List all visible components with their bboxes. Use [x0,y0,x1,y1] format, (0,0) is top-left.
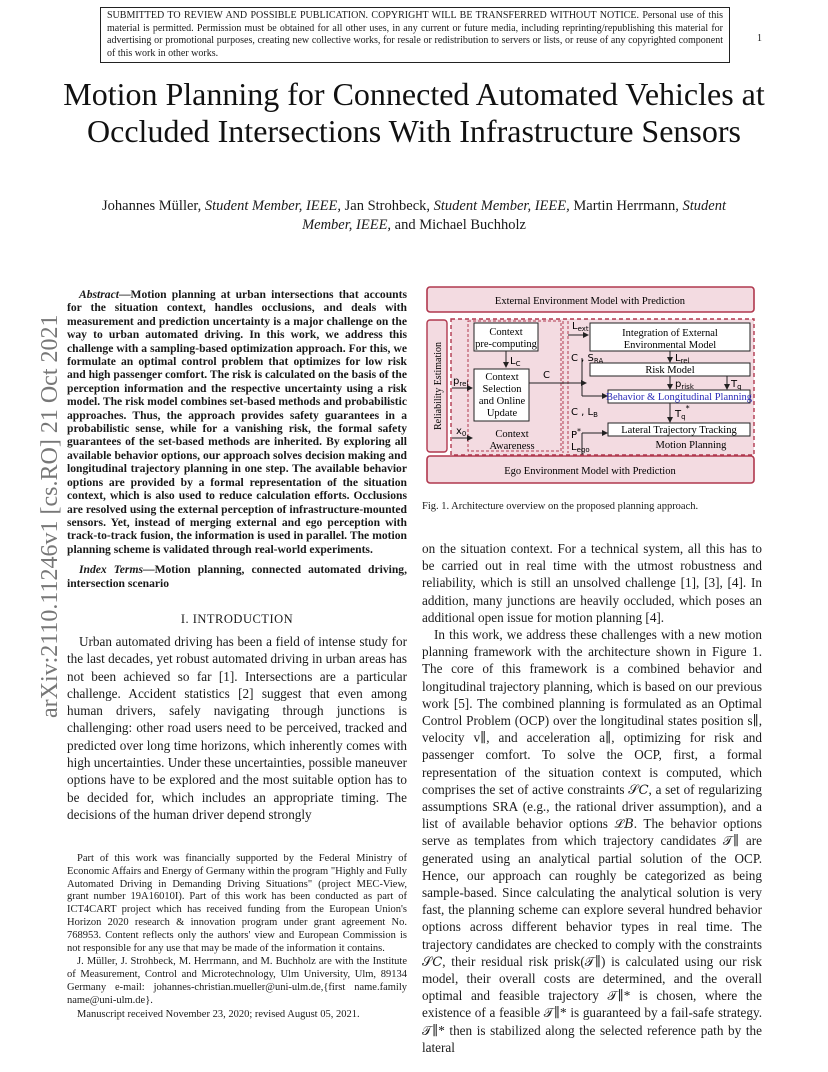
footnote-funding: Part of this work was financially supported by the Federal Ministry of Economic Affairs and Energy of Germany within the program "Highly and Fully Automated Driving in Demanding Driving Situations" (project MEC-View, grant number 19A16010I). Part of this work has been conducted as part of ICT4CART project which has received funding from the European Union's Horizon 2020 research & innovation program under grant agreement No. 768953. Content reflects only the authors' view and European Commission is not responsible for any use that may be made of the information it contains. [67,853,407,954]
reliability-label: Reliability Estimation [433,341,444,431]
motion-planning-label: Motion Planning [655,440,727,451]
ego-env-label: Ego Environment Model with Prediction [504,466,676,477]
sym-sc-sra: C , $S_{RA}$ [571,353,604,365]
sym-lrel: $L_{rel}$ [675,353,690,365]
author-1-role: Student Member, IEEE, [204,198,342,214]
page-number: 1 [757,33,762,44]
left-column [67,288,407,823]
author-4: and Michael Buchholz [394,217,526,233]
external-env-label: External Environment Model with Prediction [494,296,686,307]
sym-lc: $L_C$ [510,356,521,368]
integration-line1: Integration of External [622,328,718,339]
context-awareness-line2: Awareness [489,441,535,452]
abstract-text: —Motion planning at urban intersections that accounts for the situation context, handles occlusions, and deals with measurement and prediction uncertainty is a major challenge on the way to urban automated driving. In this work, we address this challenge with a sampling-based optimization approach. For this, we formulate an optimal control problem that optimizes for low risk and high passenger comfort. The risk is calculated on the basis of the perception information and the respective uncertainty using a risk model. The risk model combines set-based methods and probabilistic approaches. Thus, the approach provides safety guarantees in a probabilistic sense, while for a vanishing risk, the formal safety guarantees of the set-based methods are inherited. By exploring all available behavior options, our approach solves decision making and longitudinal trajectory planning in one step. The available behavior options are provided by a formal representation of the situation context, which is also used to reduce calculation efforts. Occlusions are resolved using the external perception of infrastructure-mounted sensors. Yet, instead of merging external and ego perception with track-to-track fusion, the information is used in parallel. The motion planning scheme is validated through real-world experiments. [67,288,408,556]
author-list [80,197,748,235]
author-2-role: Student Member, IEEE, [433,198,570,214]
arxiv-identifier: arXiv:2110.11246v1 [cs.RO] 21 Oct 2021 [37,314,63,718]
context-awareness-line1: Context [495,429,529,440]
author-3: Martin Herrmann, [573,198,679,214]
risk-model-label: Risk Model [645,365,695,376]
copyright-notice: SUBMITTED TO REVIEW AND POSSIBLE PUBLICATION. COPYRIGHT WILL BE TRANSFERRED WITHOUT NOTICE. Personal use of this material is permitted. Permission must be obtained for all other uses, in any current or future media, including reprinting/republishing this material for advertising or promotional purposes, creating new collective works, for resale or redistribution to servers or lists, or reuse of any copyrighted component of this work in other works. [100,7,730,63]
context-precomputing-line1: Context [489,327,523,338]
sym-c: C [543,370,550,381]
sym-tqstar: $T_q^*$ [675,404,690,421]
context-selection-line2: Selection [482,384,522,395]
sym-lego: $L_{ego}$ [571,442,590,454]
sym-sc-lb: C , $L_B$ [571,407,598,419]
index-terms-text: —Motion planning, connected automated driving, intersection scenario [67,563,407,590]
figure-caption: Fig. 1. Architecture overview on the proposed planning approach. [422,501,699,512]
right-paragraph-1: on the situation context. For a technical system, all this has to be carried out in real time with the utmost robustness and reliability, which is still an unsolved challenge [1], [3], [4]. In addition, many junctions are heavily occluded, which poses an additional open issue for motion planning [4]. [422,541,762,625]
sym-lext: $L_{ext}$ [572,321,589,333]
integration-line2: Environmental Model [623,340,717,351]
paper-title: Motion Planning for Connected Automated Vehicles at Occluded Intersections With Infrastructure Sensors [63,76,765,149]
sym-pstar: P* [571,427,582,441]
right-column [422,540,762,1056]
abstract [67,288,407,556]
index-terms [67,563,407,590]
abstract-label: Abstract [79,288,119,301]
sym-prisk: $p_{risk}$ [675,379,694,391]
behavior-planning-label: Behavior & Longitudinal Planning [605,392,753,403]
context-selection-line3: and Online [478,396,526,407]
author-1: Johannes Müller, [101,198,202,214]
context-precomputing-line2: pre-computing [475,339,537,350]
sym-prel: $p_{rel}$ [453,376,469,388]
index-terms-label: Index Terms [79,563,143,577]
right-paragraph-2: In this work, we address these challenges with a new motion planning framework with the architecture shown in Figure 1. The core of this framework is a combined behavior and longitudinal trajectory planning, which is based on our previous work [5]. The combined planning is formulated as an Optimal Control Problem (OCP) over the longitudinal states position s∥, velocity v∥, and acceleration a∥, optimizing for risk and passenger comfort. To solve the OCP, first, a formal representation of the situation context is computed, which comprises the set of active constraints 𝒮𝐶, a set of regularizing assumptions SRA (e.g., the rational driver assumption), and a list of available behavior options ℒ𝐵. The behavior options serve as templates from which trajectory candidates 𝒯∥ are generated using an analytical partial solution of the OCP. Hence, our approach can roughly be categorized as being sample-based. Since calculating the analytical solution is very fast, the planning scheme can explore several hundred behavior options across different behavior types in real time. The trajectory candidates are checked to comply with the constraints 𝒮𝐶, their residual risk prisk(𝒯∥) is calculated using our risk model, their overall costs are determined, and the overall optimal and feasible trajectory 𝒯∥* is chosen, where the existence of a feasible 𝒯∥* is guaranteed by a fail-safe strategy. 𝒯∥* then is stabilized along the selected reference path by the lateral [422,627,762,1055]
sym-tq: $T_q$ [731,379,742,391]
footnotes [67,853,407,1022]
intro-paragraph-1: Urban automated driving has been a field of intense study for the last decades, yet robust automated driving in urban areas has not been achieved so far [1]. Intersections are a particular challenge. Accident statistics [2] suggest that even among human drivers, safely navigating through junctions is challenging: other road users need to be perceived, tracked and predicted over long time horizons, which inherently comes with high uncertainties. Under these uncertainties, possible maneuver options have to be explored and the most suitable option has to be decided for, which includes an appropriate timing. The decisions of the human driver depend strongly [67,633,407,822]
lateral-tracking-label: Lateral Trajectory Tracking [621,425,737,436]
section-heading-introduction: I. INTRODUCTION [180,611,294,626]
footnote-manuscript: Manuscript received November 23, 2020; revised August 05, 2021. [77,1008,360,1020]
sym-x0: $x_0$ [456,426,467,438]
author-2: Jan Strohbeck, [344,198,431,214]
figure-architecture [422,283,762,493]
context-selection-line1: Context [485,372,519,383]
author-3-role: Student Member, IEEE, [302,198,726,233]
footnote-affiliation: J. Müller, J. Strohbeck, M. Herrmann, and M. Buchholz are with the Institute of Measurement, Control and Microtechnology, Ulm University, Ulm, 89134 Germany e-mail: johannes-christian.mueller@uni-ulm.de,{first name.family name@uni-ulm.de}. [67,956,407,1006]
context-selection-line4: Update [486,408,518,419]
